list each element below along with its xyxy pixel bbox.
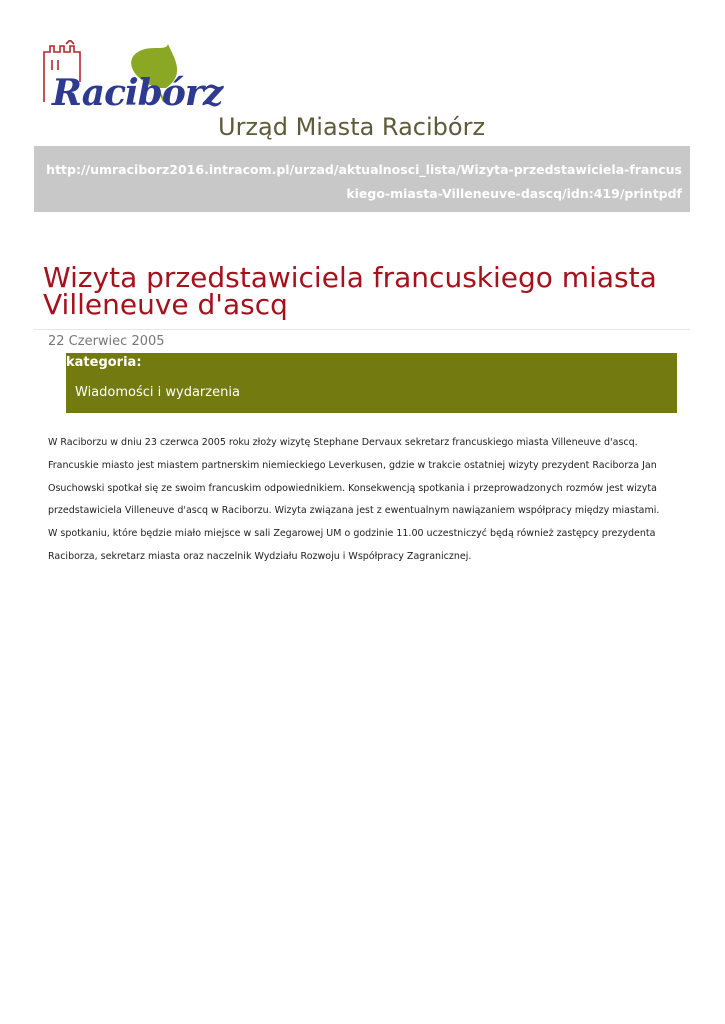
raciborz-logo xyxy=(40,40,223,135)
category-label: kategoria: xyxy=(66,355,142,370)
logo-wordmark: Racibórz xyxy=(52,72,223,114)
article-date: 22 Czerwiec 2005 xyxy=(48,334,165,349)
source-url[interactable]: http://umraciborz2016.intracom.pl/urzad/aktualnosci_lista/Wizyta-przedstawiciela-francuskiego-miasta-Villeneuve-dascq/idn:419/printpdf xyxy=(46,162,682,201)
article-paragraph: W Raciborzu w dniu 23 czerwca 2005 roku złoży wizytę Stephane Dervaux sekretarz francuskiego miasta Villeneuve d'ascq. Francuskie miasto jest miastem partnerskim niemieckiego Leverkusen, gdzie w trakcie ostatniej wizyty prezydent Raciborza Jan Osuchowski spotkał się ze swoim francuskim odpowiednikiem. Konsekwencją spotkania i przeprowadzonych rozmów jest wizyta przedstawiciela Villeneuve d'ascq w Raciborzu. Wizyta związana jest z ewentualnym nawiązaniem współpracy między miastami. xyxy=(48,437,660,517)
article-title: Wizyta przedstawiciela francuskiego miasta Villeneuve d'ascq xyxy=(43,261,657,321)
organization-title: Urząd Miasta Racibórz xyxy=(218,113,486,141)
article-paragraph: W spotkaniu, które będzie miało miejsce w sali Zegarowej UM o godzinie 11.00 uczestniczyć będą również zastępcy prezydenta Raciborza, sekretarz miasta oraz naczelnik Wydziału Rozwoju i Współpracy Zagranicznej. xyxy=(48,528,656,562)
article-body xyxy=(48,432,678,569)
source-url-bar xyxy=(34,146,690,212)
category-box xyxy=(66,353,677,413)
category-value[interactable]: Wiadomości i wydarzenia xyxy=(75,385,240,400)
title-divider xyxy=(34,329,690,330)
